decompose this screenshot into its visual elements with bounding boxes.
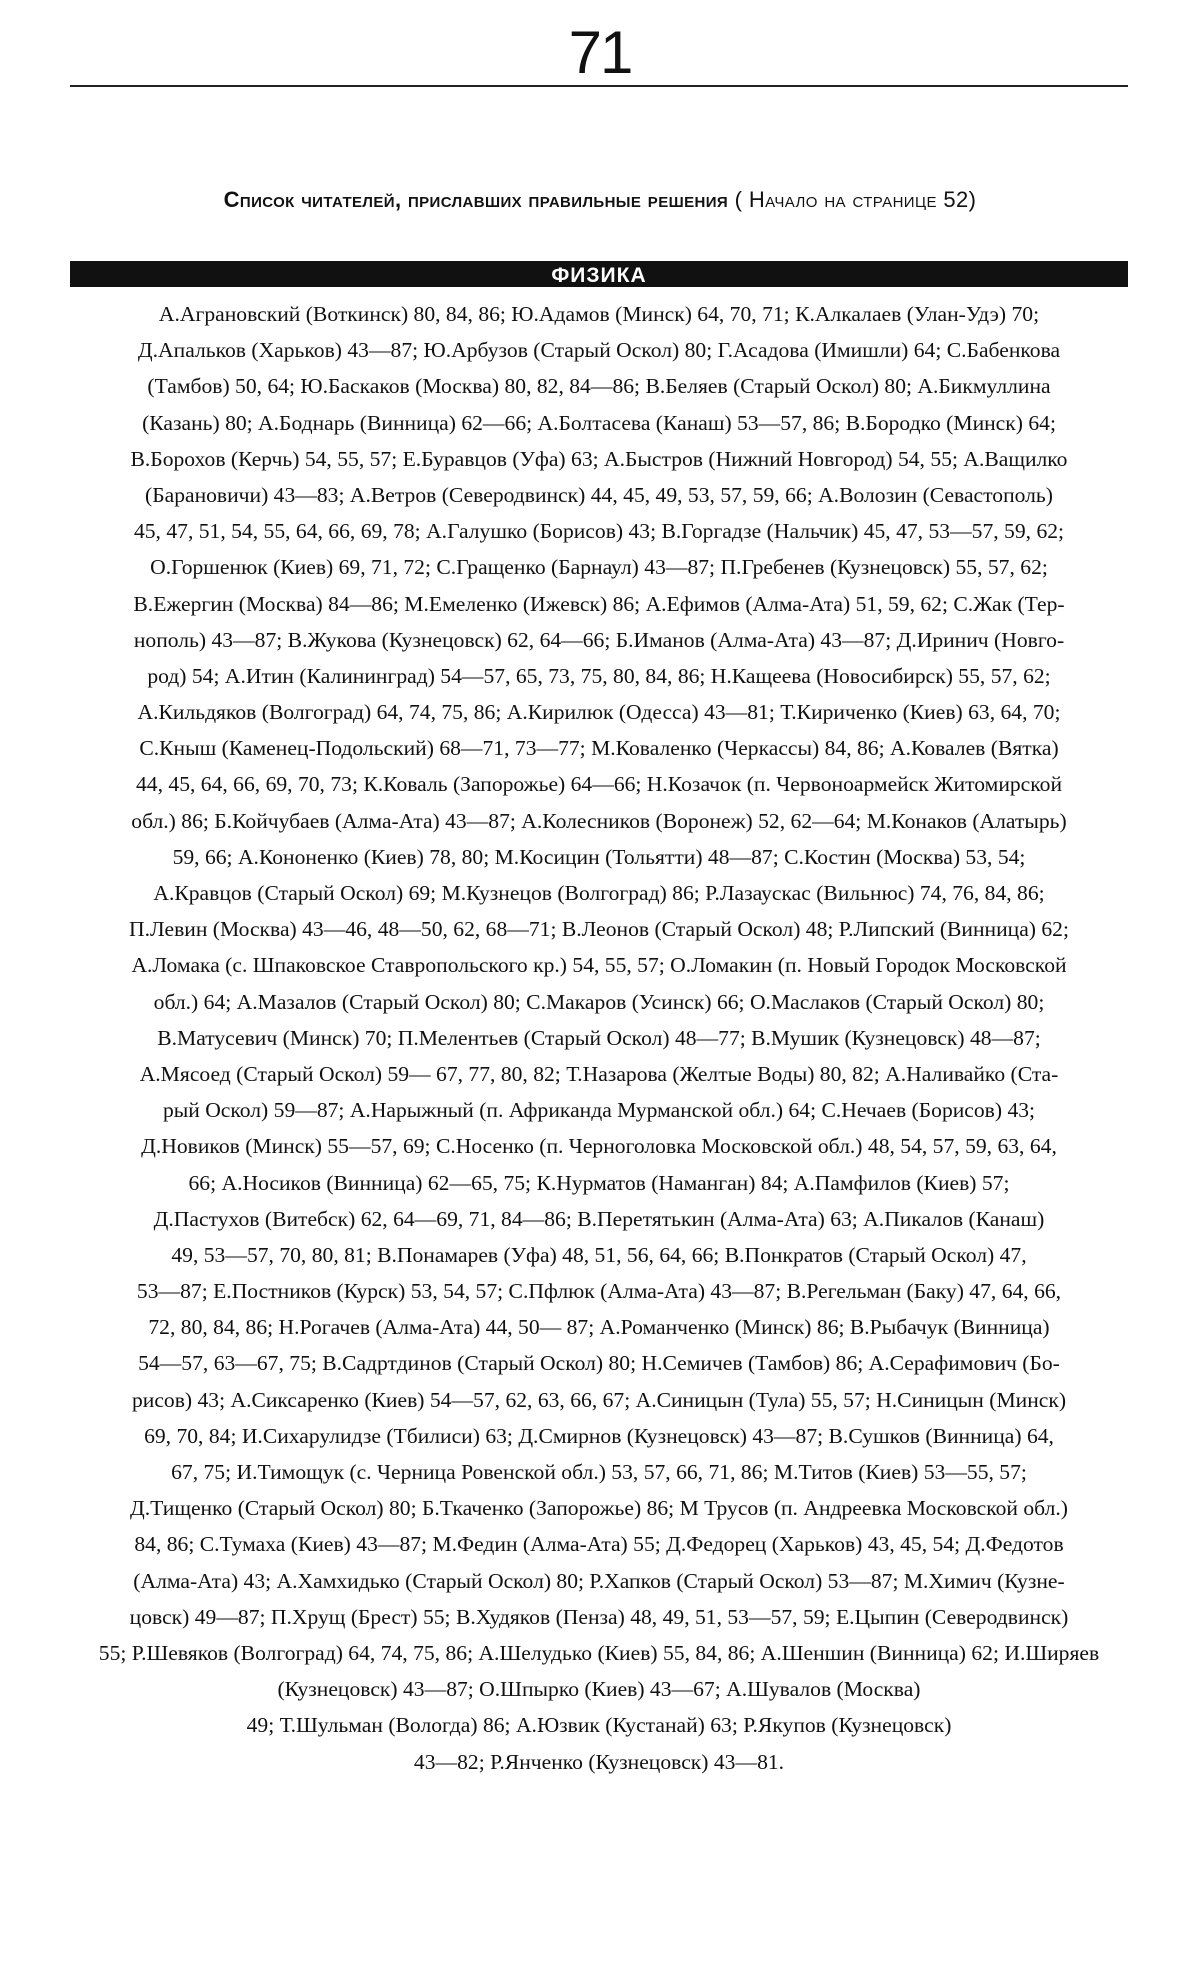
list-title-continuation: ( Начало на странице 52) [734,187,977,212]
list-line: 43—82; Р.Янченко (Кузнецовск) 43—81. [413,1749,785,1774]
section-header-physics: ФИЗИКА [70,261,1128,287]
list-line: В.Ежергин (Москва) 84—86; М.Емеленко (Ижевск) 86; А.Ефимов (Алма-Ата) 51, 59, 62; С.Жак (Тер- [133,591,1065,616]
list-line: А.Аграновский (Воткинск) 80, 84, 86; Ю.Адамов (Минск) 64, 70, 71; К.Алкалаев (Улан-Удэ) 70; [158,302,1040,326]
list-line: обл.) 86; Б.Койчубаев (Алма-Ата) 43—87; А.Колесников (Воронеж) 52, 62—64; М.Конаков (Алатырь) [131,808,1067,833]
list-line: О.Горшенюк (Киев) 69, 71, 72; С.Гращенко (Барнаул) 43—87; П.Гребенев (Кузнецовск) 55, 57, 62; [150,555,1048,580]
list-line: нополь) 43—87; В.Жукова (Кузнецовск) 62, 64—66; Б.Иманов (Алма-Ата) 43—87; Д.Иринич (Новго- [133,627,1065,652]
list-line: 54—57, 63—67, 75; В.Садртдинов (Старый Оскол) 80; Н.Семичев (Тамбов) 86; А.Серафимович (Бо- [138,1351,1060,1376]
list-line: А.Кильдяков (Волгоград) 64, 74, 75, 86; А.Кирилюк (Одесса) 43—81; Т.Кириченко (Киев) 63, 64, 70; [137,700,1061,725]
list-line: 72, 80, 84, 86; Н.Рогачев (Алма-Ата) 44, 50— 87; А.Романченко (Минск) 86; В.Рыбачук (Винница) [148,1315,1050,1340]
list-line: 49, 53—57, 70, 80, 81; В.Понамарев (Уфа) 48, 51, 56, 64, 66; В.Понкратов (Старый Оскол) 47, [171,1242,1027,1267]
list-line: Д.Апальков (Харьков) 43—87; Ю.Арбузов (Старый Оскол) 80; Г.Асадова (Имишли) 64; С.Бабенкова [137,338,1061,363]
list-line: 66; А.Носиков (Винница) 62—65, 75; К.Нурматов (Наманган) 84; А.Памфилов (Киев) 57; [188,1170,1010,1195]
readers-list [70,296,1128,1780]
list-line: Д.Тищенко (Старый Оскол) 80; Б.Ткаченко (Запорожье) 86; М Трусов (п. Андреевка Московской обл.) [130,1496,1068,1521]
page-number: 71 [568,19,632,86]
list-line: 59, 66; А.Кононенко (Киев) 78, 80; М.Косицин (Тольятти) 48—87; С.Костин (Москва) 53, 54; [172,844,1026,869]
list-line: А.Кравцов (Старый Оскол) 69; М.Кузнецов (Волгоград) 86; Р.Лазаускас (Вильнюс) 74, 76, 84, 86; [153,881,1045,905]
list-line: 67, 75; И.Тимощук (с. Черница Ровенской обл.) 53, 57, 66, 71, 86; М.Титов (Киев) 53—55, 57; [171,1460,1027,1484]
header-rule [70,85,1128,87]
list-line: рисов) 43; А.Сиксаренко (Киев) 54—57, 62, 63, 66, 67; А.Синицын (Тула) 55, 57; Н.Синицын (Минск) [131,1387,1067,1412]
list-line: П.Левин (Москва) 43—46, 48—50, 62, 68—71; В.Леонов (Старый Оскол) 48; Р.Липский (Винница) 62; [129,917,1069,942]
list-line: род) 54; А.Итин (Калининград) 54—57, 65, 73, 75, 80, 84, 86; Н.Кащеева (Новосибирск) 55, 57, 62; [147,663,1051,688]
list-line: А.Ломака (с. Шпаковское Ставропольского кр.) 54, 55, 57; О.Ломакин (п. Новый Городок Московской [131,953,1067,978]
list-title-main: Список читателей, приславших правильные решения [223,187,729,212]
list-line: обл.) 64; А.Мазалов (Старый Оскол) 80; С.Макаров (Усинск) 66; О.Маслаков (Старый Оскол) 80; [153,989,1045,1014]
list-line: 53—87; Е.Постников (Курск) 53, 54, 57; С.Пфлюк (Алма-Ата) 43—87; В.Регельман (Баку) 47, 64, 66, [136,1279,1062,1304]
list-line: (Казань) 80; А.Боднарь (Винница) 62—66; А.Болтасева (Канаш) 53—57, 86; В.Бородко (Минск) 64; [142,410,1056,435]
list-line: 45, 47, 51, 54, 55, 64, 66, 69, 78; А.Галушко (Борисов) 43; В.Горгадзе (Нальчик) 45, 47, 53—57, 59, 62; [133,519,1065,544]
list-line: рый Оскол) 59—87; А.Нарыжный (п. Африканда Мурманской обл.) 64; С.Нечаев (Борисов) 43; [162,1098,1036,1123]
list-line: А.Мясоед (Старый Оскол) 59— 67, 77, 80, 82; Т.Назарова (Желтые Воды) 80, 82; А.Наливайко (Ста- [139,1061,1059,1086]
list-title [0,187,1200,213]
list-line: 84, 86; С.Тумаха (Киев) 43—87; М.Федин (Алма-Ата) 55; Д.Федорец (Харьков) 43, 45, 54; Д.Федотов [134,1532,1064,1557]
list-line: В.Матусевич (Минск) 70; П.Мелентьев (Старый Оскол) 48—77; В.Мушик (Кузнецовск) 48—87; [157,1025,1041,1050]
list-line: 55; Р.Шевяков (Волгоград) 64, 74, 75, 86; А.Шелудько (Киев) 55, 84, 86; А.Шеншин (Винница) 62; И.Ширяев [98,1640,1100,1665]
list-line: Д.Новиков (Минск) 55—57, 69; С.Носенко (п. Черноголовка Московской обл.) 48, 54, 57, 59, 63, 64, [141,1134,1057,1159]
list-line: (Кузнецовск) 43—87; О.Шпырко (Киев) 43—67; А.Шувалов (Москва) [277,1677,921,1702]
list-line: В.Борохов (Керчь) 54, 55, 57; Е.Буравцов (Уфа) 63; А.Быстров (Нижний Новгород) 54, 55; А.Ващилко [130,446,1068,471]
list-line: цовск) 49—87; П.Хрущ (Брест) 55; В.Худяков (Пенза) 48, 49, 51, 53—57, 59; Е.Цыпин (Северодвинск) [129,1604,1069,1629]
list-line: (Барановичи) 43—83; А.Ветров (Северодвинск) 44, 45, 49, 53, 57, 59, 66; А.Волозин (Севастополь) [145,482,1053,507]
list-line: 49; Т.Шульман (Вологда) 86; А.Юзвик (Кустанай) 63; Р.Якупов (Кузнецовск) [246,1713,952,1738]
list-line: (Тамбов) 50, 64; Ю.Баскаков (Москва) 80, 82, 84—86; В.Беляев (Старый Оскол) 80; А.Бикмуллина [147,374,1051,399]
list-line: С.Кныш (Каменец-Подольский) 68—71, 73—77; М.Коваленко (Черкассы) 84, 86; А.Ковалев (Вятка) [139,736,1059,761]
list-line: (Алма-Ата) 43; А.Хамхидько (Старый Оскол) 80; Р.Хапков (Старый Оскол) 53—87; М.Химич (Кузне- [133,1568,1065,1593]
list-line: Д.Пастухов (Витебск) 62, 64—69, 71, 84—86; В.Перетятькин (Алма-Ата) 63; А.Пикалов (Канаш) [153,1206,1045,1231]
list-line: 44, 45, 64, 66, 69, 70, 73; К.Коваль (Запорожье) 64—66; Н.Козачок (п. Червоноармейск Житомирской [136,772,1062,797]
list-line: 69, 70, 84; И.Сихарулидзе (Тбилиси) 63; Д.Смирнов (Кузнецовск) 43—87; В.Сушков (Винница) 64, [144,1423,1054,1448]
